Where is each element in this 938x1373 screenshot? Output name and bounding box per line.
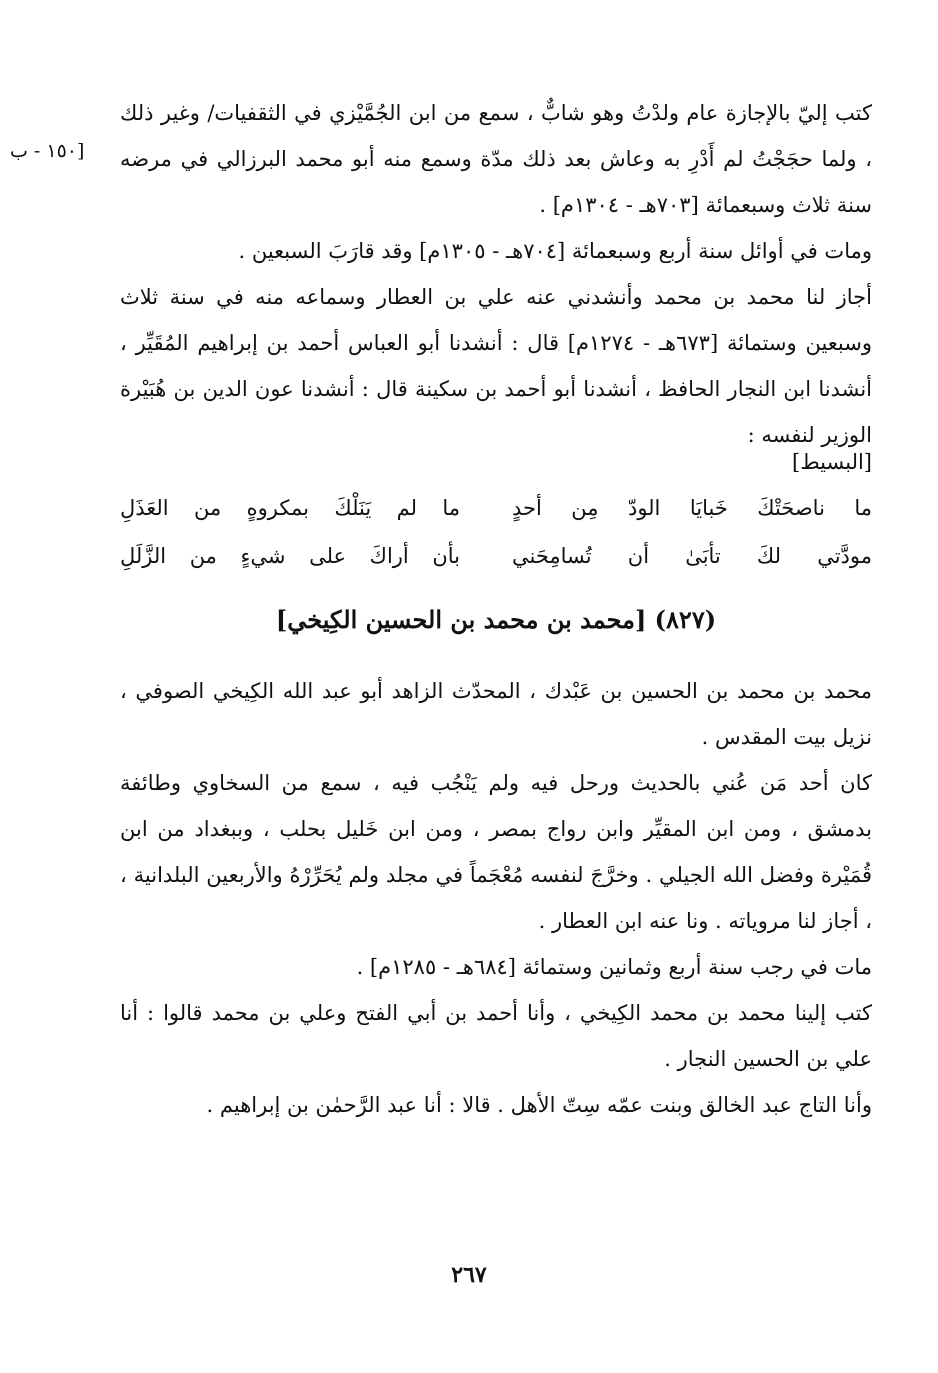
paragraph-isnad-827-2: وأنا التاج عبد الخالق وبنت عمّه سِتّ الأهل . قالا : أنا عبد الرَّحمٰن بن إبراهيم . <box>206 1093 872 1117</box>
biography-entry-827 <box>120 668 872 1128</box>
margin-folio-note: [١٥٠ - ب <box>10 140 85 162</box>
paragraph-isnad-827: كتب إلينا محمد بن محمد الكِيخي ، وأنا أحمد بن أبي الفتح وعلي بن محمد قالوا : أنا علي بن الحسين النجار . <box>120 1001 872 1071</box>
poetic-meter-label: [البسيط] <box>792 450 872 474</box>
verse-1-first-hemistich: ما ناصحَتْكَ خَبايَا الودّ مِن أحدٍ <box>512 496 872 520</box>
paragraph-isnad: أجاز لنا محمد بن محمد وأنشدني عنه علي بن العطار وسماعه منه في سنة ثلاث وسبعين وستمائة [٦٧٣هـ - ١٢٧٤م] قال : أنشدنا أبو العباس أحمد بن إبراهيم المُقَيِّر ، أنشدنا ابن النجار الحافظ ، أنشدنا أبو أحمد بن سكينة قال : أنشدنا عون الدين بن هُبَيْرة الوزير لنفسه : <box>120 285 872 447</box>
verse-line-1 <box>120 496 872 542</box>
verse-2-first-hemistich: مودَّتي لكَ تأبَىٰ أن تُسامِحَني <box>512 544 872 568</box>
entry-heading: (٨٢٧) [محمد بن محمد بن الحسين الكِيخي] <box>275 605 717 634</box>
biography-continuation <box>120 90 872 458</box>
paragraph-studies: كان أحد مَن عُني بالحديث ورحل فيه ولم يَنْجُب فيه ، سمع من السخاوي وطائفة بدمشق ، ومن ابن المقيِّر وابن رواج بمصر ، ومن ابن خَليل بحلب ، وببغداد من ابن قُمَيْرة وفضل الله الجيلي . وخرَّجَ لنفسه مُعْجَماً في مجلد ولم يُحَرِّرْهُ والأربعين البلدانية ، ، أجاز لنا مروياته . ونا عنه ابن العطار . <box>120 771 872 933</box>
page-number: ٢٦٧ <box>451 1262 487 1288</box>
paragraph-ijaza: كتب إليّ بالإجازة عام ولدْتُ وهو شابٌّ ، سمع من ابن الجُمَّيْزي في الثقفيات/ وغير ذلك ، ولما حجَجْتُ لم أَدْرِ به وعاش بعد ذلك مدّة وسمع منه أبو محمد البرزالي في مرضه سنة ثلاث وسبعمائة [٧٠٣هـ - ١٣٠٤م] . <box>120 101 872 217</box>
verse-line-2 <box>120 544 872 590</box>
verse-1-second-hemistich: ما لم يَنَلْكَ بمكروهٍ من العَذَلِ <box>120 496 460 520</box>
paragraph-name: محمد بن محمد بن الحسين بن عَبْدك ، المحدّث الزاهد أبو عبد الله الكِيخي الصوفي ، نزيل بيت المقدس . <box>120 679 872 749</box>
verse-2-second-hemistich: بأن أراكَ على شيءٍ من الزَّلَلِ <box>120 544 460 568</box>
paragraph-death: ومات في أوائل سنة أربع وسبعمائة [٧٠٤هـ - ١٣٠٥م] وقد قارَبَ السبعين . <box>238 239 872 263</box>
paragraph-death-827: مات في رجب سنة أربع وثمانين وستمائة [٦٨٤هـ - ١٢٨٥م] . <box>356 955 872 979</box>
